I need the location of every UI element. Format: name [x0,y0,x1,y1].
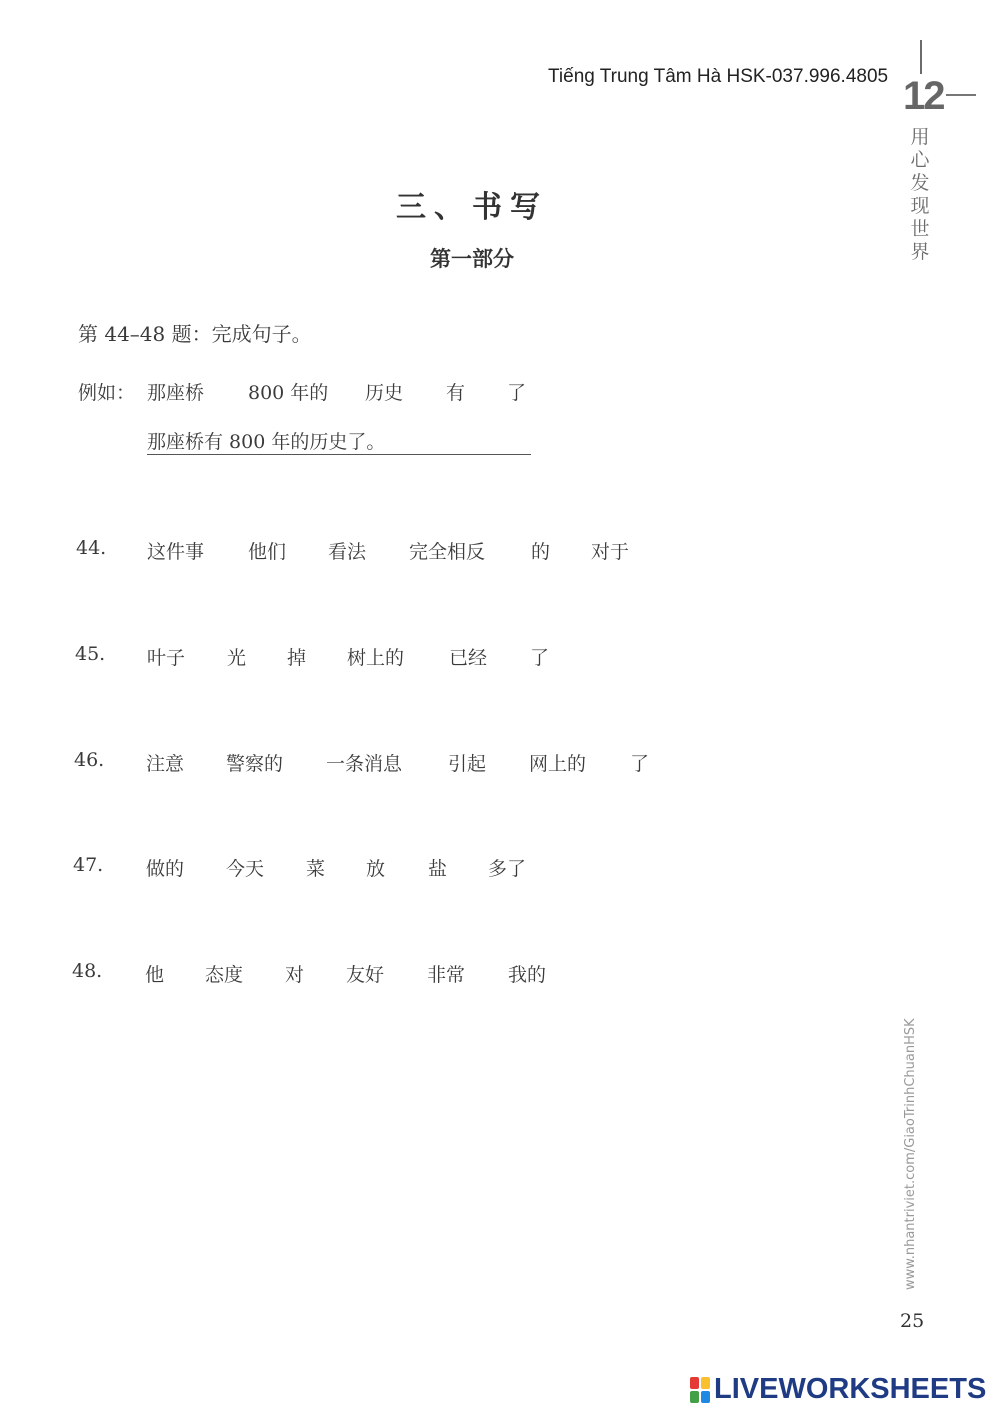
word-tile[interactable]: 已经 [449,647,488,669]
word-tile[interactable]: 非常 [427,964,466,986]
logo-tile [701,1391,710,1403]
example-word: 有 [446,382,466,404]
example-word: 历史 [365,382,404,404]
question-number: 46. [74,749,105,771]
question-number: 44. [76,537,107,559]
chapter-dash [946,94,976,96]
chapter-number: 12 [903,74,944,118]
header-note: Tiếng Trung Tâm Hà HSK-037.996.4805 [548,66,889,87]
word-tile[interactable]: 掉 [287,647,307,669]
question-number: 48. [72,960,103,982]
word-tile[interactable]: 引起 [448,753,487,775]
logo-tile [690,1391,699,1403]
word-tile[interactable]: 树上的 [347,647,405,669]
word-tile[interactable]: 我的 [508,964,547,986]
word-tile[interactable]: 看法 [328,541,367,563]
example-answer-line [147,454,531,455]
word-tile[interactable]: 一条消息 [326,753,403,775]
example-label: 例如： [78,382,136,404]
word-tile[interactable]: 了 [530,647,550,669]
example-answer: 那座桥有 800 年的历史了。 [147,431,386,453]
chapter-title: 用心发现世界 [910,126,930,263]
question-number: 45. [75,643,106,665]
word-tile[interactable]: 菜 [306,858,326,880]
word-tile[interactable]: 他 [145,964,165,986]
word-tile[interactable]: 叶子 [147,647,186,669]
word-tile[interactable]: 做的 [146,858,185,880]
part-title: 第一部分 [430,246,514,271]
question-number: 47. [73,854,104,876]
example-word: 800 年的 [248,382,329,404]
word-tile[interactable]: 放 [366,858,386,880]
publisher-watermark: www.nhantriviet.com/GiaoTrinhChuanHSK [903,1018,918,1290]
word-tile[interactable]: 对 [285,964,305,986]
instruction: 第 44–48 题：完成句子。 [78,322,312,346]
example-word: 了 [507,382,527,404]
word-tile[interactable]: 了 [630,753,650,775]
page-number: 25 [900,1310,925,1332]
liveworksheets-logo[interactable] [690,1373,986,1406]
word-tile[interactable]: 完全相反 [409,541,486,563]
example-word: 那座桥 [147,382,205,404]
section-title: 三、书写 [396,190,548,225]
word-tile[interactable]: 这件事 [147,541,205,563]
logo-text: LIVEWORKSHEETS [714,1373,987,1405]
word-tile[interactable]: 盐 [428,858,448,880]
word-tile[interactable]: 注意 [146,753,185,775]
chapter-divider-bar [920,40,922,74]
word-tile[interactable]: 警察的 [226,753,284,775]
word-tile[interactable]: 友好 [346,964,385,986]
word-tile[interactable]: 光 [227,647,247,669]
word-tile[interactable]: 多了 [488,858,527,880]
word-tile[interactable]: 对于 [591,541,630,563]
logo-tile [690,1377,699,1389]
word-tile[interactable]: 他们 [248,541,287,563]
word-tile[interactable]: 的 [531,541,551,563]
word-tile[interactable]: 网上的 [529,753,587,775]
logo-tile [701,1377,710,1389]
word-tile[interactable]: 态度 [205,964,244,986]
word-tile[interactable]: 今天 [226,858,265,880]
logo-tiles-icon [690,1377,710,1403]
